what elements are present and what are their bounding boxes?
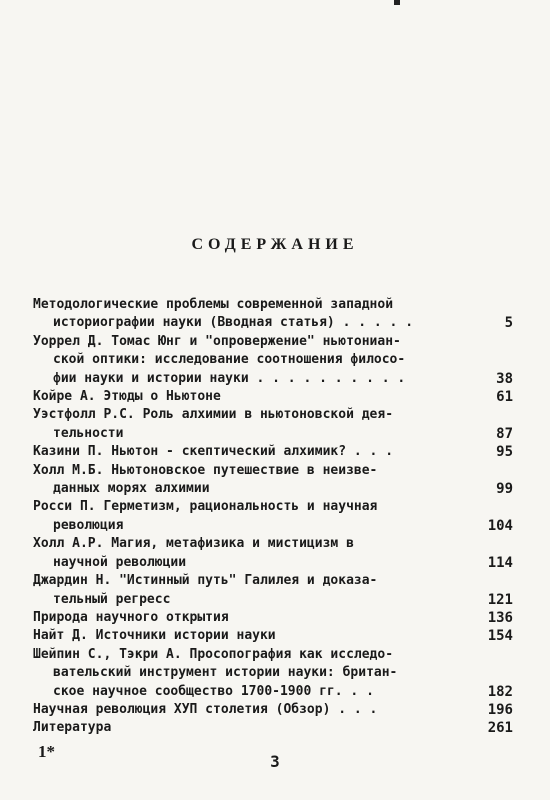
toc-entry-text: Росси П. Герметизм, рациональность и научная: [33, 499, 378, 515]
toc-entry-text: революция: [53, 517, 124, 533]
toc-page-number: 99: [496, 481, 513, 498]
toc-entry-text: ской оптики: исследование соотношения филосо-: [53, 352, 406, 368]
toc-page-number: 114: [487, 554, 513, 571]
toc-entry-text: Найт Д. Источники истории науки: [33, 628, 276, 644]
toc-page-number: 104: [487, 517, 513, 534]
toc-page-number: 196: [487, 701, 513, 718]
toc-entry-text: научной революции: [53, 554, 187, 570]
toc-entry: [33, 443, 513, 461]
toc-entry: [33, 406, 513, 443]
page-number: 3: [270, 752, 280, 771]
toc-page-number: 95: [496, 444, 513, 461]
toc-page-number: 154: [487, 628, 513, 645]
toc-entry: [33, 498, 513, 535]
toc-entry-text: Холл М.Б. Ньютоновское путешествие в неизве-: [33, 462, 378, 478]
toc-page-number: 136: [487, 609, 513, 626]
toc-page-number: 261: [487, 720, 513, 737]
toc-entry: [33, 609, 513, 627]
toc-entry-text: тельности: [53, 425, 124, 441]
toc-entry: [33, 535, 513, 572]
toc-entry-text: Джардин Н. "Истинный путь" Галилея и доказа-: [33, 573, 378, 589]
toc-entry: [33, 462, 513, 499]
toc-entry: [33, 296, 513, 333]
toc-entry-text: историографии науки (Вводная статья) . . . . .: [53, 315, 414, 331]
toc-entry-text: Уоррел Д. Томас Юнг и "опровержение" ньютониан-: [33, 333, 401, 349]
toc-entry: [33, 701, 513, 719]
printer-signature: 1*: [38, 742, 55, 761]
toc-entry-text: Природа научного открытия: [33, 609, 229, 625]
toc-entry-text: Казини П. Ньютон - скептический алхимик? . . .: [33, 444, 394, 460]
toc-entry: [33, 646, 513, 701]
toc-page-number: 61: [496, 389, 513, 406]
toc-entry-text: ское научное сообщество 1700-1900 гг. . .: [53, 683, 374, 699]
toc-entry-text: вательский инструмент истории науки: британ-: [53, 665, 398, 681]
toc-page-number: 5: [504, 315, 513, 332]
print-mark: [394, 0, 400, 5]
toc-entry-text: данных морях алхимии: [53, 481, 210, 497]
toc-page-number: 121: [487, 591, 513, 608]
table-of-contents: [33, 296, 513, 738]
toc-page-number: 182: [487, 683, 513, 700]
toc-page-number: 87: [496, 425, 513, 442]
toc-entry-text: Холл А.Р. Магия, метафизика и мистицизм в: [33, 536, 354, 552]
toc-entry: [33, 388, 513, 406]
toc-entry-text: Литература: [33, 720, 112, 736]
toc-entry-text: Шейпин С., Тэкри А. Просопография как исследо-: [33, 646, 394, 662]
toc-entry-text: фии науки и истории науки . . . . . . . . . .: [53, 370, 406, 386]
toc-entry: [33, 719, 513, 737]
toc-entry: [33, 572, 513, 609]
page-title: СОДЕРЖАНИЕ: [191, 236, 359, 253]
toc-entry-text: Уэстфолл Р.С. Роль алхимии в ньютоновской дея-: [33, 407, 394, 423]
toc-page-number: 38: [496, 370, 513, 387]
toc-entry-text: тельный регресс: [53, 591, 171, 607]
toc-entry-text: Методологические проблемы современной западной: [33, 297, 394, 312]
toc-entry: [33, 627, 513, 645]
toc-entry-text: Научная революция XУП столетия (Обзор) . . .: [33, 701, 378, 717]
toc-entry: [33, 333, 513, 388]
toc-entry-text: Койре А. Этюды о Ньютоне: [33, 389, 221, 405]
